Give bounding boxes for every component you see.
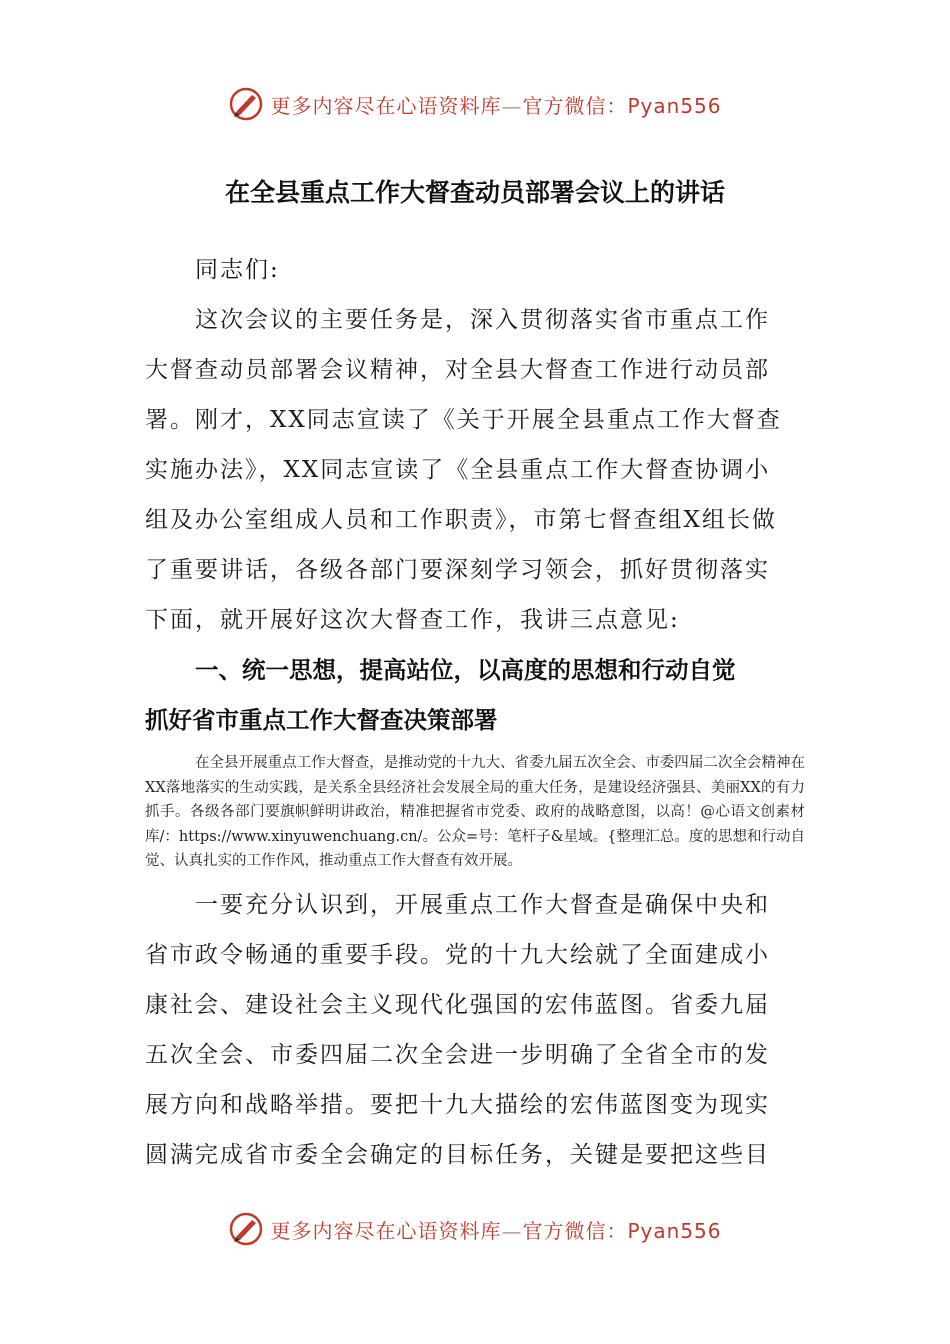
header-banner: [0, 82, 950, 126]
paragraph-intro-line: 大督查动员部署会议精神，对全县大督查工作进行动员部: [145, 357, 770, 383]
paragraph-small-print: 在全县开展重点工作大督查，是推动党的十九大、省委九届五次全会、市委四届二次全会精神在XX落地落实的生动实践，是关系全县经济社会发展全局的重大任务，是建设经济强县、美丽XX的有力抓手。各级各部门要旗帜鲜明讲政治，精准把握省市党委、政府的战略意图，以高！@心语文创素材库/：https://www.xinyuwenchuang.cn/。公众=号：笔杆子&星域。{整理汇总。度的思想和行动自觉、认真扎实的工作作风，推动重点工作大督查有效开展。: [145, 755, 805, 869]
paragraph-intro-line: 实施办法》，XX同志宣读了《全县重点工作大督查协调小: [145, 457, 771, 483]
paragraph-intro-line: 署。刚才，XX同志宣读了《关于开展全县重点工作大督查: [145, 407, 782, 433]
paragraph-intro: [145, 295, 805, 645]
paragraph-point-1-line: 圆满完成省市委全会确定的目标任务，关键是要把这些目: [145, 1141, 770, 1168]
section-heading-1-cont: 抓好省市重点工作大督查决策部署: [145, 706, 498, 734]
banner-text: 更多内容尽在心语资料库—官方微信：Pyan556: [270, 1218, 722, 1243]
section-heading-1: 一、统一思想，提高站位，以高度的思想和行动自觉: [195, 656, 736, 684]
paragraph-point-1-line: 展方向和战略举措。要把十九大描绘的宏伟蓝图变为现实: [145, 1091, 770, 1118]
wechat-id: Pyan556: [627, 93, 722, 118]
paragraph-intro-line: 组及办公室组成人员和工作职责》，市第七督查组X组长做: [145, 507, 777, 533]
paragraph-point-1: [145, 880, 805, 1180]
banner-text: 更多内容尽在心语资料库—官方微信：Pyan556: [270, 93, 722, 118]
paragraph-intro-line: 了重要讲话，各级各部门要深刻学习领会，抓好贯彻落实: [145, 557, 770, 583]
paragraph-point-1-line: 五次全会、市委四届二次全会进一步明确了全省全市的发: [145, 1041, 770, 1068]
paragraph-point-1-line: 省市政令畅通的重要手段。党的十九大绘就了全面建成小: [145, 941, 770, 968]
pen-logo-icon: [228, 86, 264, 122]
paragraph-intro-line: 这次会议的主要任务是，深入贯彻落实省市重点工作: [195, 307, 770, 333]
footer-banner: [0, 1207, 950, 1251]
paragraph-point-1-line: 一要充分认识到，开展重点工作大督查是确保中央和: [195, 891, 770, 918]
document-title: 在全县重点工作大督查动员部署会议上的讲话: [224, 178, 725, 207]
pen-logo-icon: [228, 1211, 264, 1247]
paragraph-point-1-line: 康社会、建设社会主义现代化强国的宏伟蓝图。省委九届: [145, 991, 770, 1018]
paragraph-intro-line: 下面，就开展好这次大督查工作，我讲三点意见:: [145, 607, 680, 633]
salutation: 同志们:: [195, 257, 280, 283]
wechat-id: Pyan556: [627, 1218, 722, 1243]
document-body: [145, 245, 805, 1180]
